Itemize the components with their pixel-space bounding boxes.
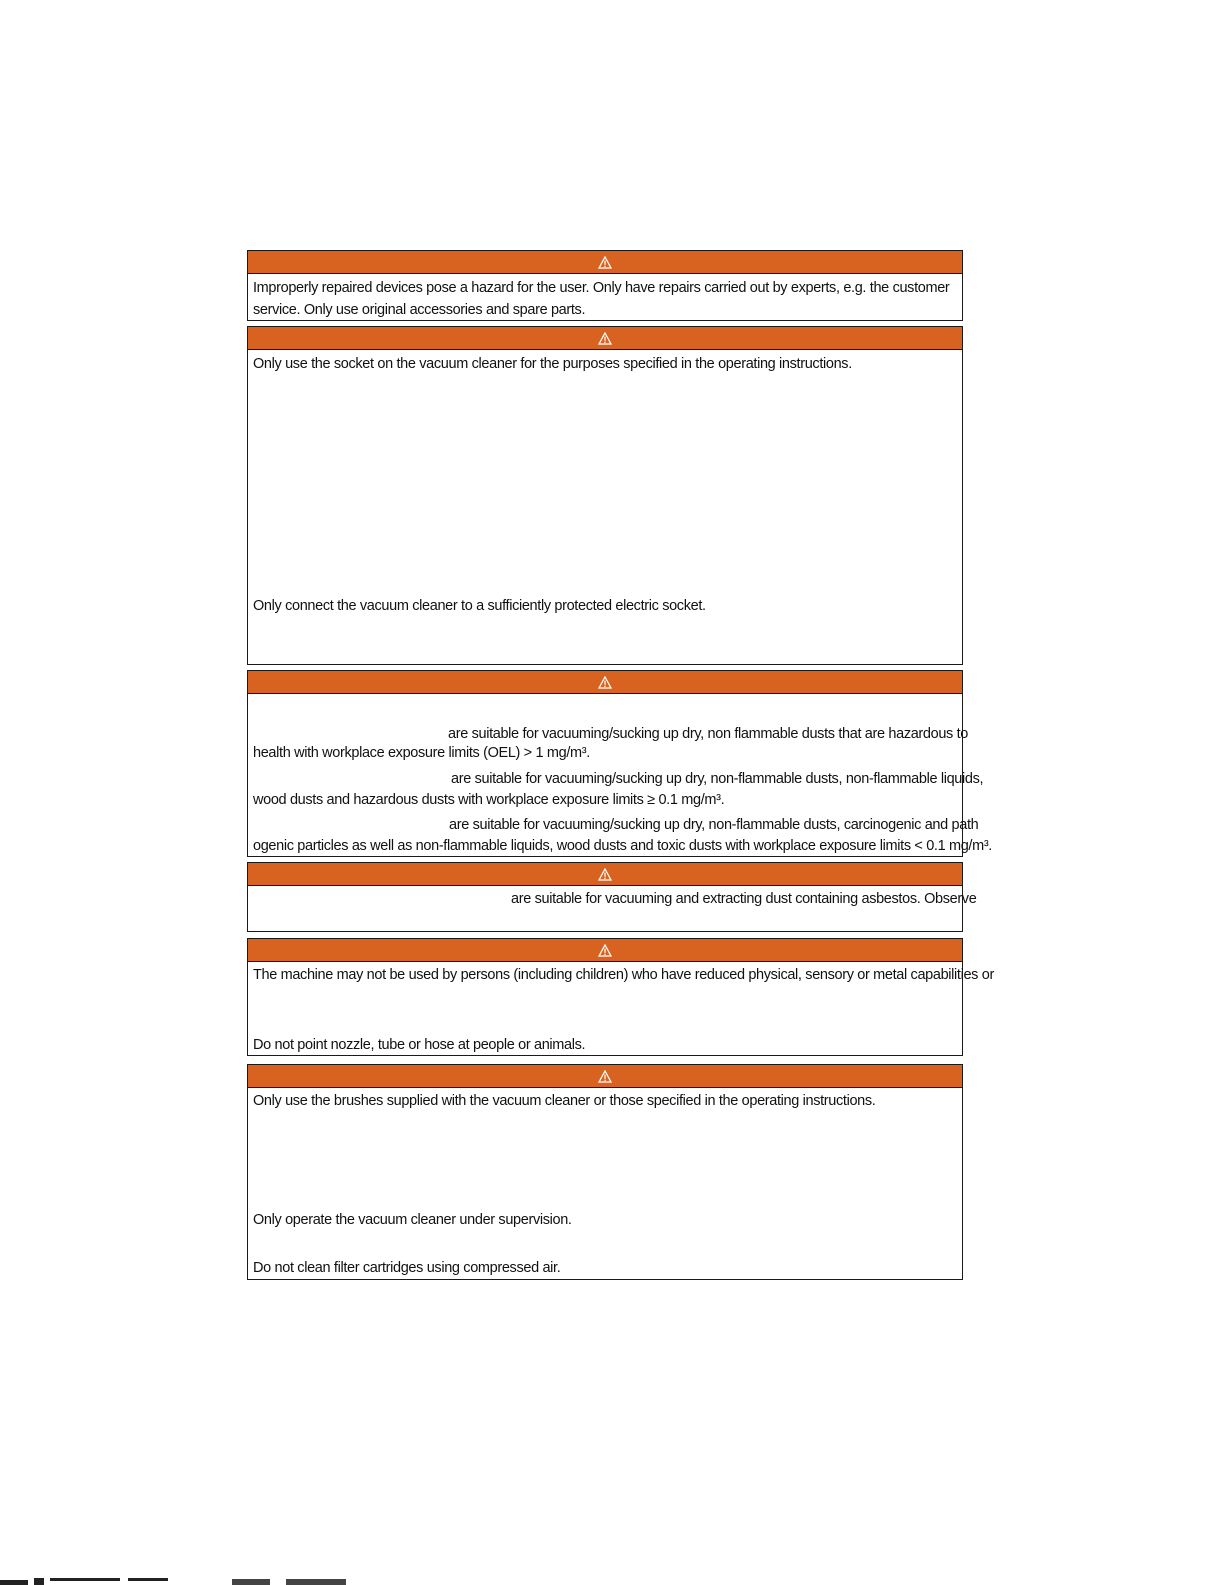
- warning-header-bar: [248, 251, 962, 274]
- warning-text: Improperly repaired devices pose a hazard for the user. Only have repairs carried out by experts, e.g. the customer: [253, 280, 950, 296]
- warning-text: are suitable for vacuuming and extracting dust containing asbestos. Observe: [511, 891, 977, 907]
- warning-header-bar: [248, 863, 962, 886]
- warning-triangle-icon: [598, 868, 612, 881]
- warning-text: Only operate the vacuum cleaner under supervision.: [253, 1212, 572, 1228]
- warning-text: are suitable for vacuuming/sucking up dry, non flammable dusts that are hazardous to: [448, 726, 969, 742]
- warning-triangle-icon: [598, 1070, 612, 1083]
- warning-header-bar: [248, 671, 962, 694]
- warning-box-repairs: [247, 250, 963, 321]
- warning-triangle-icon: [598, 332, 612, 345]
- warning-text: service. Only use original accessories and spare parts.: [253, 302, 586, 318]
- warning-text: wood dusts and hazardous dusts with workplace exposure limits ≥ 0.1 mg/m³.: [253, 792, 725, 808]
- warning-header-bar: [248, 1065, 962, 1088]
- warning-box-socket: [247, 326, 963, 665]
- warning-triangle-icon: [598, 676, 612, 689]
- warning-text: Only connect the vacuum cleaner to a sufficiently protected electric socket.: [253, 598, 706, 614]
- warning-text: ogenic particles as well as non-flammable liquids, wood dusts and toxic dusts with workplace exposure limits < 0.1 mg/m³.: [253, 838, 992, 854]
- warning-header-bar: [248, 327, 962, 350]
- warning-header-bar: [248, 939, 962, 962]
- warning-box-operation: [247, 1064, 963, 1280]
- footer-crop-marks: [0, 1578, 360, 1585]
- warning-triangle-icon: [598, 944, 612, 957]
- warning-text: Only use the brushes supplied with the vacuum cleaner or those specified in the operating instructions.: [253, 1093, 876, 1109]
- warning-text: are suitable for vacuuming/sucking up dry, non-flammable dusts, carcinogenic and path: [449, 817, 979, 833]
- warning-box-asbestos: [247, 862, 977, 932]
- warning-text: health with workplace exposure limits (OEL) > 1 mg/m³.: [253, 745, 590, 761]
- warning-triangle-icon: [598, 256, 612, 269]
- warning-text: Do not clean filter cartridges using compressed air.: [253, 1260, 561, 1276]
- warning-text: Only use the socket on the vacuum cleaner for the purposes specified in the operating instructions.: [253, 356, 852, 372]
- warning-box-persons: [247, 938, 994, 1056]
- warning-box-dust-classes: [247, 670, 992, 857]
- warning-text: Do not point nozzle, tube or hose at people or animals.: [253, 1037, 586, 1053]
- warning-text: are suitable for vacuuming/sucking up dry, non-flammable dusts, non-flammable liquids,: [451, 771, 984, 787]
- warning-text: The machine may not be used by persons (including children) who have reduced physical, sensory or metal capabilities or: [253, 967, 994, 983]
